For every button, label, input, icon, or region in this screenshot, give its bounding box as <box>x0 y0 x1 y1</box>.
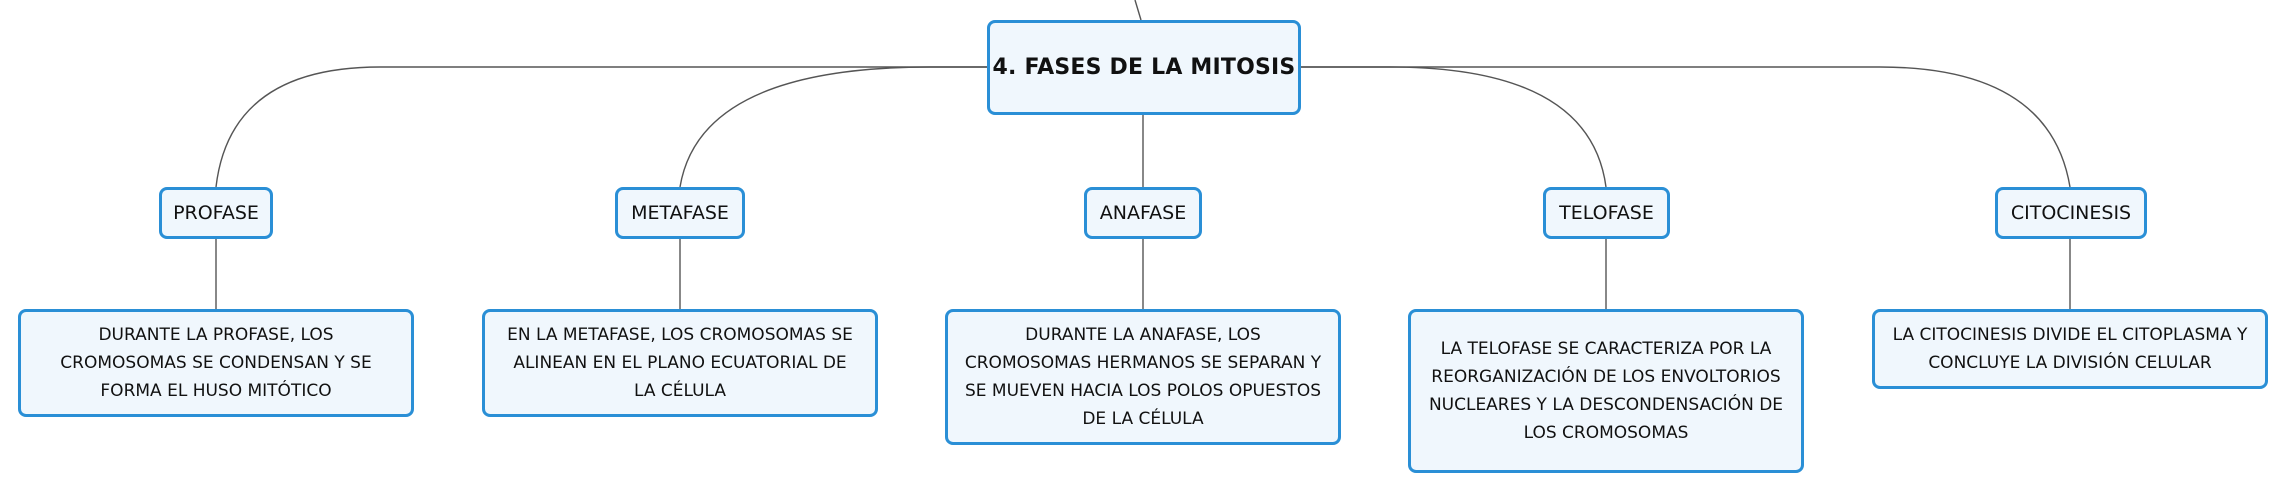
phase-node-profase[interactable] <box>159 187 273 239</box>
description-node-metafase[interactable] <box>482 309 878 417</box>
phase-node-telofase[interactable] <box>1543 187 1670 239</box>
connector-root-telofase <box>1301 67 1606 187</box>
description-node-citocinesis[interactable] <box>1872 309 2268 389</box>
description-text-citocinesis: LA CITOCINESIS DIVIDE EL CITOPLASMA Y CONCLUYE LA DIVISIÓN CELULAR <box>1892 325 2248 373</box>
root-topic[interactable] <box>987 20 1301 115</box>
phase-label-citocinesis: CITOCINESIS <box>2010 202 2132 224</box>
connector-root-metafase <box>680 67 987 187</box>
description-node-telofase[interactable] <box>1408 309 1804 473</box>
phase-label-metafase: METAFASE <box>631 202 729 224</box>
description-node-anafase[interactable] <box>945 309 1341 445</box>
phase-node-anafase[interactable] <box>1084 187 1202 239</box>
description-text-metafase: EN LA METAFASE, LOS CROMOSOMAS SE ALINEAN EN EL PLANO ECUATORIAL DE LA CÉLULA <box>507 325 853 401</box>
connector-root-citocinesis <box>1301 67 2070 187</box>
phase-label-profase: PROFASE <box>173 202 259 224</box>
description-text-anafase: DURANTE LA ANAFASE, LOS CROMOSOMAS HERMANOS SE SEPARAN Y SE MUEVEN HACIA LOS POLOS OPUESTOS DE LA CÉLULA <box>964 325 1322 429</box>
phase-label-anafase: ANAFASE <box>1099 202 1187 224</box>
phase-node-citocinesis[interactable] <box>1995 187 2147 239</box>
description-node-profase[interactable] <box>18 309 414 417</box>
phase-label-telofase: TELOFASE <box>1559 202 1654 224</box>
root-topic-label: 4. FASES DE LA MITOSIS <box>992 55 1296 80</box>
phase-node-metafase[interactable] <box>615 187 745 239</box>
description-text-telofase: LA TELOFASE SE CARACTERIZA POR LA REORGANIZACIÓN DE LOS ENVOLTORIOS NUCLEARES Y LA DESCONDENSACIÓN DE LOS CROMOSOMAS <box>1428 339 1784 443</box>
connector-parent-line <box>1135 0 1141 20</box>
connector-root-profase <box>216 67 987 187</box>
description-text-profase: DURANTE LA PROFASE, LOS CROMOSOMAS SE CONDENSAN Y SE FORMA EL HUSO MITÓTICO <box>60 325 372 401</box>
